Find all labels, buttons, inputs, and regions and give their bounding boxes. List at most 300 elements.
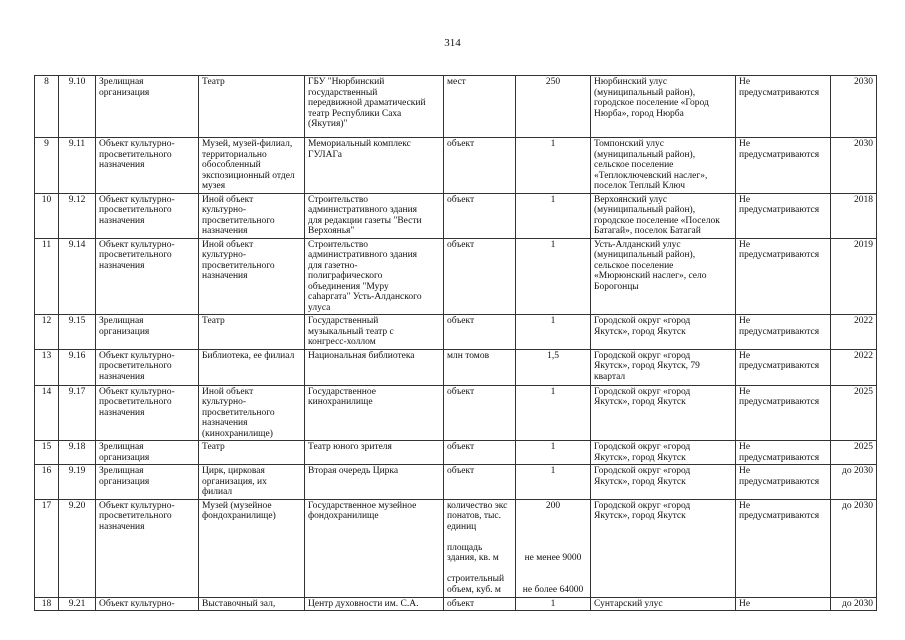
table-row: [35, 349, 877, 385]
object-type-cell: [199, 499, 305, 597]
protection-zone-cell: [736, 349, 831, 385]
object-code-cell: [59, 76, 96, 138]
object-category-line: просветительного: [99, 397, 172, 407]
capacity-value-line: не менее 9000: [524, 553, 582, 563]
object-name-cell: [305, 138, 444, 194]
completion-year-cell: [831, 441, 877, 465]
table-row: [35, 499, 877, 597]
object-name-line: государственный: [308, 87, 378, 98]
completion-year-cell: [831, 76, 877, 138]
object-type-line: культурно-: [202, 250, 247, 260]
object-type-line: территориально: [202, 149, 267, 160]
object-code-line: 9.14: [68, 239, 86, 250]
object-name-cell: [305, 193, 444, 238]
object-code-line: 9.11: [68, 139, 86, 149]
object-code-line: 9.19: [68, 466, 86, 476]
object-category-cell: [96, 315, 199, 350]
object-category-line: Объект культурно-: [99, 139, 175, 149]
object-name-line: полиграфического: [308, 271, 383, 281]
object-category-line: организация: [99, 452, 150, 463]
object-name-line: для редакции газеты "Вести: [308, 215, 422, 226]
completion-year-cell: [831, 193, 877, 238]
unit-of-measure-line: количество экс: [447, 500, 508, 511]
object-code-line: 9.17: [68, 386, 86, 397]
protection-zone-line: Не: [739, 466, 751, 476]
object-location-cell: [591, 315, 736, 350]
object-category-line: назначения: [99, 371, 145, 382]
object-type-line: обособленный: [202, 160, 261, 170]
unit-of-measure-line: строительный: [447, 574, 505, 584]
object-code-cell: [59, 499, 96, 597]
object-location-cell: [591, 441, 736, 465]
object-name-line: ГУЛАГа: [308, 149, 342, 160]
protection-zone-cell: [736, 193, 831, 238]
capacity-value-line: 1: [550, 442, 556, 452]
object-location-line: сельское поселение: [594, 260, 674, 271]
protection-zone-cell: [736, 597, 831, 611]
object-location-line: Городской округ «город: [594, 316, 691, 326]
object-name-cell: [305, 76, 444, 138]
object-name-cell: [305, 238, 444, 315]
object-type-line: Музей (музейное: [202, 500, 272, 511]
table-row: [35, 597, 877, 611]
protection-zone-cell: [736, 385, 831, 441]
object-category-line: Объект культурно-: [99, 598, 175, 609]
object-name-line: Государственное: [308, 386, 376, 397]
object-name-line: Национальная библиотека: [308, 350, 415, 361]
object-type-line: культурно-: [202, 397, 247, 407]
object-type-cell: [199, 138, 305, 194]
object-type-line: просветительного: [202, 260, 275, 271]
row-number-cell: [35, 193, 59, 238]
row-number-cell: [35, 465, 59, 500]
protection-zone-line: предусматриваются: [739, 397, 820, 407]
capacity-value-line: 1: [550, 386, 556, 397]
capacity-value-line: [519, 543, 587, 554]
object-category-cell: [96, 441, 199, 465]
unit-of-measure-cell: [444, 499, 516, 597]
object-name-line: Государственное музейное: [308, 500, 417, 511]
protection-zone-line: предусматриваются: [739, 361, 820, 371]
capacity-value-line: 200: [545, 500, 561, 511]
object-name-line: театр Республики Саха: [308, 108, 402, 119]
unit-of-measure-cell: [444, 76, 516, 138]
protection-zone-line: Не: [739, 194, 751, 205]
unit-of-measure-line: объект: [447, 139, 475, 149]
object-category-line: назначения: [99, 260, 145, 271]
capacity-value-line: 1,5: [547, 350, 559, 361]
object-code-cell: [59, 315, 96, 350]
object-location-line: Якутск», город Якутск: [594, 511, 686, 521]
object-name-line: объединения "Муру: [308, 281, 389, 292]
object-location-line: Усть-Алданский улус: [594, 239, 681, 250]
object-name-line: конгресс-холлом: [308, 337, 376, 347]
completion-year-line: до 2030: [842, 466, 873, 476]
object-type-line: Музей, музей-филиал,: [202, 139, 293, 149]
object-name-cell: [305, 499, 444, 597]
completion-year-line: до 2030: [842, 598, 873, 609]
object-category-line: просветительного: [99, 511, 172, 521]
completion-year-cell: [831, 465, 877, 500]
object-category-line: Зрелищная: [99, 466, 144, 476]
object-location-line: (муниципальный район),: [594, 250, 696, 260]
object-location-line: Верхоянский улус: [594, 194, 668, 205]
unit-of-measure-cell: [444, 193, 516, 238]
protection-zone-line: Не: [739, 442, 751, 452]
capacity-value-cell: [516, 238, 591, 315]
object-category-cell: [96, 238, 199, 315]
completion-year-cell: [831, 315, 877, 350]
row-number-line: 12: [41, 316, 52, 326]
object-name-cell: [305, 349, 444, 385]
object-name-line: Строительство: [308, 239, 369, 250]
object-location-cell: [591, 193, 736, 238]
object-type-line: просветительного: [202, 407, 275, 418]
object-location-line: квартал: [594, 371, 626, 382]
object-location-cell: [591, 238, 736, 315]
object-code-cell: [59, 597, 96, 611]
capacity-value-cell: [516, 138, 591, 194]
object-type-line: (кинохранилище): [202, 428, 273, 439]
object-location-line: Батагай», поселок Батагай: [594, 226, 701, 236]
protection-zone-line: предусматриваются: [739, 149, 820, 160]
object-location-line: сельское поселение: [594, 160, 674, 170]
unit-of-measure-cell: [444, 597, 516, 611]
object-name-cell: [305, 465, 444, 500]
object-type-line: Иной объект: [202, 194, 254, 205]
object-location-line: Городской округ «город: [594, 386, 691, 397]
object-name-line: передвижной драматический: [308, 98, 426, 108]
object-type-line: назначения: [202, 418, 248, 428]
object-type-line: Театр: [202, 442, 225, 452]
row-number-line: 17: [41, 500, 52, 511]
object-type-cell: [199, 349, 305, 385]
object-type-line: культурно-: [202, 205, 247, 215]
protection-zone-cell: [736, 138, 831, 194]
capacity-value-line: 1: [550, 466, 556, 476]
object-type-cell: [199, 597, 305, 611]
object-type-line: просветительного: [202, 215, 275, 226]
row-number-cell: [35, 441, 59, 465]
protection-zone-line: предусматриваются: [739, 250, 820, 260]
object-location-line: Якутск», город Якутск: [594, 452, 686, 463]
object-category-line: Объект культурно-: [99, 194, 175, 205]
protection-zone-line: предусматриваются: [739, 511, 820, 521]
object-category-line: просветительного: [99, 250, 172, 260]
completion-year-cell: [831, 349, 877, 385]
unit-of-measure-line: [447, 532, 512, 543]
object-type-line: Иной объект: [202, 239, 254, 250]
object-location-line: (муниципальный район),: [594, 205, 696, 215]
protection-zone-line: предусматриваются: [739, 205, 820, 215]
unit-of-measure-line: объект: [447, 466, 475, 476]
object-type-line: назначения: [202, 226, 248, 236]
unit-of-measure-line: объект: [447, 194, 475, 205]
object-code-line: 9.21: [68, 598, 86, 609]
table-row: [35, 441, 877, 465]
unit-of-measure-line: площадь: [447, 542, 483, 553]
object-name-line: Центр духовности им. С.А.: [308, 598, 419, 609]
protection-zone-cell: [736, 76, 831, 138]
capacity-value-cell: [516, 349, 591, 385]
object-location-line: Якутск», город Якутск, 79: [594, 361, 700, 371]
object-code-line: 9.16: [68, 350, 86, 361]
page-number: 314: [444, 37, 461, 49]
row-number-line: 13: [41, 350, 52, 361]
object-code-cell: [59, 349, 96, 385]
object-name-line: саhаргата" Усть-Алданского: [308, 292, 422, 302]
row-number-cell: [35, 238, 59, 315]
capacity-value-line: [519, 564, 587, 575]
object-code-cell: [59, 385, 96, 441]
object-type-line: Библиотека, ее филиал: [202, 350, 295, 361]
object-name-line: Вторая очередь Цирка: [308, 466, 399, 476]
object-name-line: улуса: [308, 302, 331, 313]
unit-of-measure-line: здания, кв. м: [447, 553, 499, 563]
object-category-line: назначения: [99, 407, 145, 418]
object-type-line: Иной объект: [202, 386, 254, 397]
row-number-line: 14: [41, 386, 52, 397]
object-type-cell: [199, 193, 305, 238]
object-type-cell: [199, 238, 305, 315]
object-code-cell: [59, 193, 96, 238]
object-code-cell: [59, 465, 96, 500]
capacity-value-cell: [516, 193, 591, 238]
table-row: [35, 238, 877, 315]
completion-year-cell: [831, 597, 877, 611]
object-type-cell: [199, 441, 305, 465]
capacity-value-line: 1: [550, 239, 556, 250]
row-number-cell: [35, 349, 59, 385]
object-name-cell: [305, 441, 444, 465]
object-code-cell: [59, 238, 96, 315]
protection-zone-line: предусматриваются: [739, 452, 820, 463]
object-type-line: назначения: [202, 271, 248, 281]
completion-year-line: 2025: [854, 386, 873, 397]
object-code-cell: [59, 138, 96, 194]
capacity-value-line: 1: [550, 316, 556, 326]
object-category-cell: [96, 349, 199, 385]
protection-zone-line: предусматриваются: [739, 476, 820, 487]
object-location-line: Городской округ «город: [594, 442, 691, 452]
object-category-cell: [96, 193, 199, 238]
completion-year-line: 2022: [854, 350, 873, 361]
protection-zone-line: Не: [739, 350, 751, 361]
completion-year-line: 2022: [854, 316, 873, 326]
row-number-cell: [35, 597, 59, 611]
object-name-cell: [305, 385, 444, 441]
object-location-line: (муниципальный район),: [594, 149, 696, 160]
completion-year-line: до 2030: [842, 500, 873, 511]
object-category-line: Объект культурно-: [99, 386, 175, 397]
protection-zone-line: Не: [739, 239, 751, 250]
unit-of-measure-line: единиц: [447, 521, 477, 532]
capacity-value-cell: [516, 597, 591, 611]
object-type-line: организация, их: [202, 476, 267, 487]
capacity-value-line: 1: [550, 598, 556, 609]
row-number-line: 15: [41, 442, 52, 452]
object-name-line: для газетно-: [308, 260, 358, 271]
row-number-line: 11: [41, 239, 52, 250]
capacity-value-cell: [516, 315, 591, 350]
object-location-line: Городской округ «город: [594, 350, 691, 361]
completion-year-cell: [831, 385, 877, 441]
object-code-line: 9.18: [68, 442, 86, 452]
object-category-line: организация: [99, 326, 150, 337]
objects-table: [34, 75, 877, 611]
row-number-cell: [35, 385, 59, 441]
object-type-line: музея: [202, 181, 226, 191]
object-category-line: просветительного: [99, 149, 172, 160]
unit-of-measure-line: объект: [447, 442, 475, 452]
object-location-line: городское поселение «Поселок: [594, 215, 720, 226]
object-name-line: (Якутия)": [308, 119, 348, 129]
object-category-cell: [96, 138, 199, 194]
object-name-line: фондохранилище: [308, 511, 379, 521]
object-type-cell: [199, 315, 305, 350]
object-code-line: 9.10: [68, 77, 86, 87]
object-type-line: фондохранилище): [202, 511, 276, 521]
protection-zone-line: предусматриваются: [739, 326, 820, 337]
object-location-line: Якутск», город Якутск: [594, 397, 686, 407]
object-location-line: Борогонцы: [594, 281, 639, 292]
object-location-line: городское поселение «Город: [594, 98, 709, 108]
object-location-cell: [591, 465, 736, 500]
object-location-line: Якутск», город Якутск: [594, 326, 686, 337]
unit-of-measure-cell: [444, 385, 516, 441]
object-name-line: Верхоянья": [308, 226, 355, 236]
object-type-cell: [199, 76, 305, 138]
object-location-line: поселок Теплый Ключ: [594, 181, 686, 191]
capacity-value-cell: [516, 499, 591, 597]
row-number-line: 16: [41, 466, 52, 476]
object-location-cell: [591, 349, 736, 385]
protection-zone-cell: [736, 499, 831, 597]
object-location-cell: [591, 597, 736, 611]
object-name-line: Театр юного зрителя: [308, 442, 392, 452]
capacity-value-line: [519, 574, 587, 585]
object-category-line: назначения: [99, 160, 145, 170]
object-name-line: Государственный: [308, 316, 379, 326]
object-category-line: организация: [99, 476, 150, 487]
capacity-value-line: [519, 522, 587, 533]
object-category-line: Зрелищная: [99, 442, 144, 452]
object-type-cell: [199, 385, 305, 441]
object-category-cell: [96, 499, 199, 597]
object-name-line: Строительство: [308, 194, 369, 205]
object-category-cell: [96, 597, 199, 611]
object-location-cell: [591, 499, 736, 597]
object-category-cell: [96, 76, 199, 138]
object-location-cell: [591, 138, 736, 194]
object-category-line: организация: [99, 87, 150, 98]
object-code-line: 9.20: [68, 500, 86, 511]
capacity-value-line: [519, 511, 587, 522]
object-type-line: экспозиционный отдел: [202, 170, 295, 181]
unit-of-measure-cell: [444, 238, 516, 315]
unit-of-measure-line: объект: [447, 316, 475, 326]
object-location-line: Городской округ «город: [594, 500, 691, 511]
object-category-line: назначения: [99, 215, 145, 226]
object-location-line: Якутск», город Якутск: [594, 476, 686, 487]
completion-year-line: 2019: [854, 239, 873, 250]
unit-of-measure-line: млн томов: [447, 350, 490, 361]
unit-of-measure-line: понатов, тыс.: [447, 511, 502, 521]
protection-zone-line: предусматриваются: [739, 87, 820, 98]
object-code-line: 9.12: [68, 194, 86, 205]
object-name-line: музыкальный театр с: [308, 326, 394, 337]
object-location-line: Городской округ «город: [594, 466, 691, 476]
object-name-line: кинохранилище: [308, 397, 373, 407]
protection-zone-line: Не: [739, 316, 751, 326]
capacity-value-line: 1: [550, 194, 556, 205]
row-number-line: 9: [44, 139, 49, 149]
capacity-value-cell: [516, 441, 591, 465]
object-location-line: «Теплоключевский наслег»,: [594, 170, 708, 181]
completion-year-line: 2025: [854, 442, 873, 452]
protection-zone-line: Не: [739, 386, 751, 397]
unit-of-measure-line: объект: [447, 598, 475, 609]
row-number-cell: [35, 138, 59, 194]
object-category-line: Зрелищная: [99, 316, 144, 326]
object-type-line: филиал: [202, 487, 233, 497]
row-number-line: 8: [44, 77, 49, 87]
object-location-cell: [591, 76, 736, 138]
table-row: [35, 385, 877, 441]
unit-of-measure-line: объем, куб. м: [447, 584, 501, 595]
object-category-line: просветительного: [99, 205, 172, 215]
object-category-line: назначения: [99, 521, 145, 532]
unit-of-measure-cell: [444, 441, 516, 465]
row-number-line: 10: [41, 194, 52, 205]
object-name-line: административного здания: [308, 250, 418, 260]
protection-zone-cell: [736, 238, 831, 315]
object-type-line: Театр: [202, 77, 225, 87]
row-number-cell: [35, 499, 59, 597]
unit-of-measure-cell: [444, 315, 516, 350]
table-row: [35, 193, 877, 238]
capacity-value-line: 250: [545, 77, 561, 87]
capacity-value-line: не более 64000: [522, 584, 584, 595]
completion-year-line: 2018: [854, 194, 873, 205]
object-name-cell: [305, 315, 444, 350]
unit-of-measure-line: мест: [447, 77, 466, 87]
completion-year-line: 2030: [854, 77, 873, 87]
object-type-cell: [199, 465, 305, 500]
object-category-cell: [96, 385, 199, 441]
object-name-cell: [305, 597, 444, 611]
protection-zone-cell: [736, 441, 831, 465]
object-category-line: Объект культурно-: [99, 500, 175, 511]
object-category-line: просветительного: [99, 361, 172, 371]
unit-of-measure-cell: [444, 138, 516, 194]
object-name-line: ГБУ "Нюрбинский: [308, 77, 385, 87]
object-category-cell: [96, 465, 199, 500]
object-name-line: административного здания: [308, 205, 418, 215]
object-category-line: Зрелищная: [99, 77, 144, 87]
object-code-line: 9.15: [68, 316, 86, 326]
protection-zone-line: Не: [739, 500, 751, 511]
unit-of-measure-line: объект: [447, 386, 475, 397]
protection-zone-line: Не: [739, 77, 751, 87]
object-category-line: Объект культурно-: [99, 350, 175, 361]
capacity-value-cell: [516, 385, 591, 441]
completion-year-line: 2030: [854, 139, 873, 149]
object-type-line: Театр: [202, 316, 225, 326]
object-location-line: Томпонский улус: [594, 139, 665, 149]
capacity-value-cell: [516, 465, 591, 500]
completion-year-cell: [831, 238, 877, 315]
